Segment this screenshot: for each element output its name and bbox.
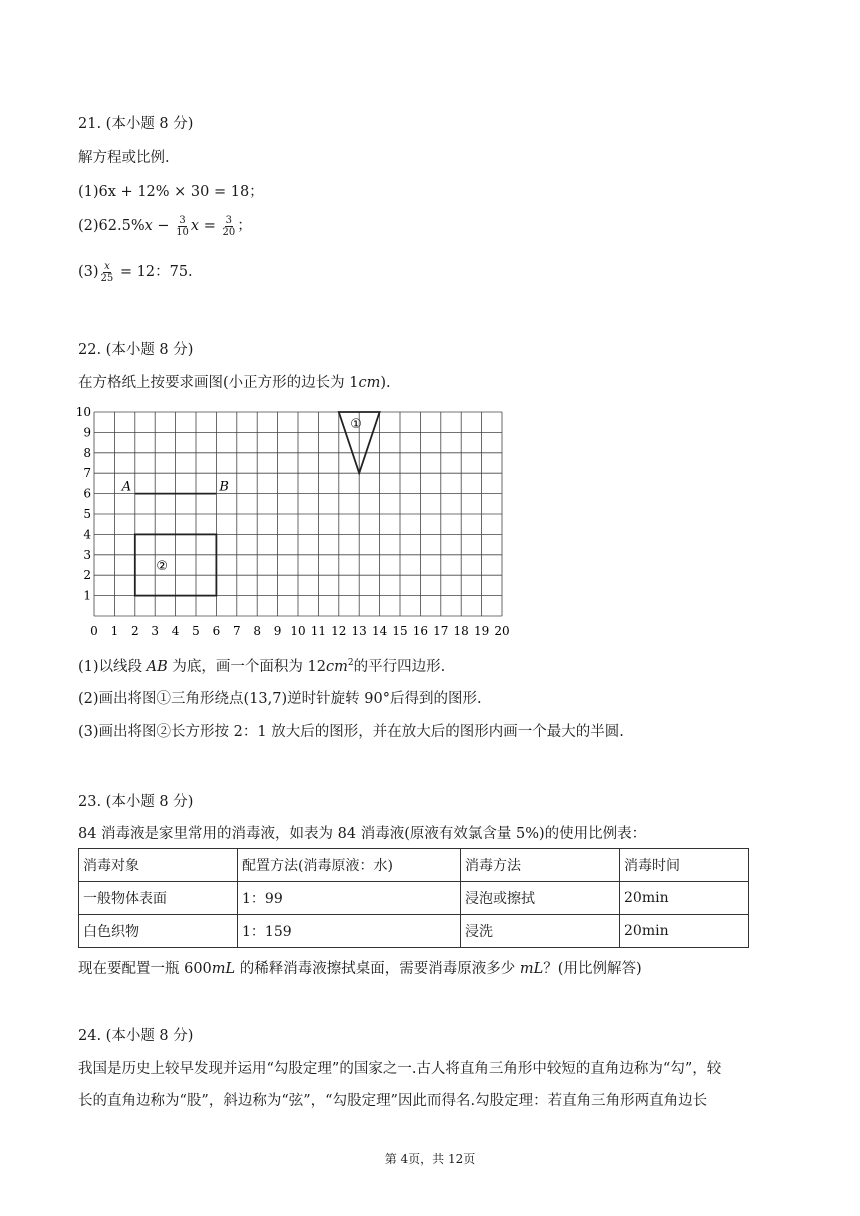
fraction-numerator: 3 xyxy=(225,214,233,226)
x-tick-label: 0 xyxy=(90,624,98,638)
x-tick-label: 5 xyxy=(192,624,200,638)
label-figure-1: ① xyxy=(350,417,362,433)
x-tick-label: 12 xyxy=(331,624,347,638)
fraction-denominator: 25 xyxy=(100,272,114,284)
table-cell: 白色织物 xyxy=(79,915,238,948)
q22-intro xyxy=(78,371,391,392)
q24-heading: 24. (本小题 8 分) xyxy=(78,1028,194,1044)
q23-question-text: 现在要配置一瓶 600 xyxy=(78,961,212,977)
x-tick-label: 2 xyxy=(130,624,139,638)
label-point-a: A xyxy=(121,479,132,495)
label-point-b: B xyxy=(219,479,229,495)
q22-step1-text2: 为底，画一个面积为 12 xyxy=(167,659,326,675)
y-tick-label: 4 xyxy=(83,527,91,542)
table-cell: 20min xyxy=(620,882,749,915)
q21-part2-percent: 62.5% xyxy=(98,218,145,234)
q22-step1 xyxy=(78,655,445,676)
table-cell: 1：159 xyxy=(238,915,461,948)
x-tick-label: 8 xyxy=(253,624,262,638)
fraction-denominator: 20 xyxy=(222,226,236,238)
q23-question-text3: ？(用比例解答) xyxy=(543,961,642,977)
x-tick-label: 3 xyxy=(151,624,160,638)
q21-heading: 21. (本小题 8 分) xyxy=(78,116,194,132)
y-tick-label: 8 xyxy=(83,445,91,460)
y-tick-label: 7 xyxy=(83,466,91,481)
y-tick-label: 5 xyxy=(83,507,91,521)
q21-part3-fraction xyxy=(100,261,115,284)
q22-intro-unit: cm xyxy=(358,375,381,391)
q21-part3 xyxy=(78,260,193,284)
x-tick-label: 17 xyxy=(433,624,449,638)
y-tick-label: 9 xyxy=(83,425,91,440)
x-tick-label: 20 xyxy=(494,624,510,638)
q21-part3-label: (3) xyxy=(78,264,99,280)
fraction-numerator: x xyxy=(104,260,110,272)
page-footer: 第 4页，共 12页 xyxy=(384,1152,476,1166)
q21-part3-rest: = 12：75. xyxy=(115,264,193,280)
q21-part2-eq: x = xyxy=(190,218,221,234)
label-figure-2: ② xyxy=(156,559,169,574)
x-tick-label: 14 xyxy=(371,624,388,638)
table-cell: 20min xyxy=(620,915,749,948)
grid-lines xyxy=(94,412,502,616)
q21-part2-minus: − xyxy=(152,218,175,234)
table-cell: 浸洗 xyxy=(461,915,620,948)
q22-step3: (3)画出将图②长方形按 2：1 放大后的图形，并在放大后的图形内画一个最大的半圆. xyxy=(78,724,624,740)
table-row xyxy=(79,915,749,948)
table-header-cell: 消毒对象 xyxy=(79,849,238,882)
table-header-cell: 消毒时间 xyxy=(620,849,749,882)
table-header-cell: 配置方法(消毒原液：水) xyxy=(238,849,461,882)
q22-step1-sup: 2 xyxy=(347,658,354,669)
q24-line1: 我国是历史上较早发现并运用“勾股定理”的国家之一.古人将直角三角形中较短的直角边称为“勾”，较 xyxy=(78,1061,722,1077)
q22-intro-text: 在方格纸上按要求画图(小正方形的边长为 1 xyxy=(78,375,359,391)
q24-line2: 长的直角边称为“股”，斜边称为“弦”，“勾股定理”因此而得名.勾股定理：若直角三角形两直角边长 xyxy=(78,1093,708,1109)
x-tick-label: 19 xyxy=(473,624,490,638)
y-tick-label: 3 xyxy=(83,547,91,562)
q23-question-unit2: mL xyxy=(519,961,544,977)
q22-step1-text: (1)以线段 xyxy=(78,659,147,675)
table-row xyxy=(79,882,749,915)
y-tick-label: 2 xyxy=(83,568,91,583)
q22-step1-unit: cm xyxy=(325,659,348,675)
x-axis-ticks xyxy=(90,624,509,638)
q22-heading: 22. (本小题 8 分) xyxy=(78,342,194,358)
x-tick-label: 16 xyxy=(412,624,429,638)
q23-question-text2: 的稀释消毒液擦拭桌面，需要消毒原液多少 xyxy=(235,961,520,977)
y-tick-label: 1 xyxy=(83,588,91,603)
q21-part1-equation: 6x + 12% × 30 = 18； xyxy=(98,184,264,200)
q22-intro-end: ). xyxy=(380,375,391,391)
x-tick-label: 9 xyxy=(273,624,282,638)
x-tick-label: 7 xyxy=(232,624,241,638)
table-header-row xyxy=(79,849,749,882)
x-tick-label: 18 xyxy=(453,624,469,638)
q21-part2-fraction2 xyxy=(221,215,236,238)
q21-part1-label: (1) xyxy=(78,184,99,200)
x-tick-label: 13 xyxy=(351,624,367,638)
y-tick-label: 6 xyxy=(83,486,91,501)
table-cell: 1：99 xyxy=(238,882,461,915)
y-tick-label: 10 xyxy=(75,405,91,419)
q21-part2-var: x xyxy=(144,218,153,234)
x-tick-label: 15 xyxy=(392,624,408,638)
x-tick-label: 4 xyxy=(171,624,180,638)
q23-intro: 84 消毒液是家里常用的消毒液，如表为 84 消毒液(原液有效氯含量 5%)的使用比例表： xyxy=(78,826,647,842)
x-tick-label: 10 xyxy=(290,624,306,638)
q21-part2-label: (2) xyxy=(78,218,99,234)
fraction-denominator: 10 xyxy=(176,226,189,238)
q22-step2: (2)画出将图①三角形绕点(13,7)逆时针旋转 90°后得到的图形. xyxy=(78,691,482,707)
q21-part1 xyxy=(78,180,264,201)
q23-heading: 23. (本小题 8 分) xyxy=(78,794,194,810)
table-header-cell: 消毒方法 xyxy=(461,849,620,882)
x-tick-label: 11 xyxy=(310,624,327,638)
y-axis-ticks xyxy=(76,405,92,603)
grid-figure xyxy=(70,400,530,640)
disinfectant-table xyxy=(78,848,749,948)
q23-question-unit: mL xyxy=(211,961,236,977)
x-tick-label: 6 xyxy=(212,624,221,638)
table-cell: 一般物体表面 xyxy=(79,882,238,915)
x-tick-label: 1 xyxy=(110,624,119,638)
q23-question xyxy=(78,957,642,978)
q21-part2 xyxy=(78,214,252,238)
q21-intro: 解方程或比例. xyxy=(78,150,170,166)
q21-part2-fraction1 xyxy=(175,215,190,238)
fraction-numerator: 3 xyxy=(179,214,186,226)
q22-step1-segment: AB xyxy=(146,659,168,675)
q21-part2-end: ； xyxy=(237,218,252,234)
table-cell: 浸泡或擦拭 xyxy=(461,882,620,915)
q22-step1-text3: 的平行四边形. xyxy=(353,659,446,675)
